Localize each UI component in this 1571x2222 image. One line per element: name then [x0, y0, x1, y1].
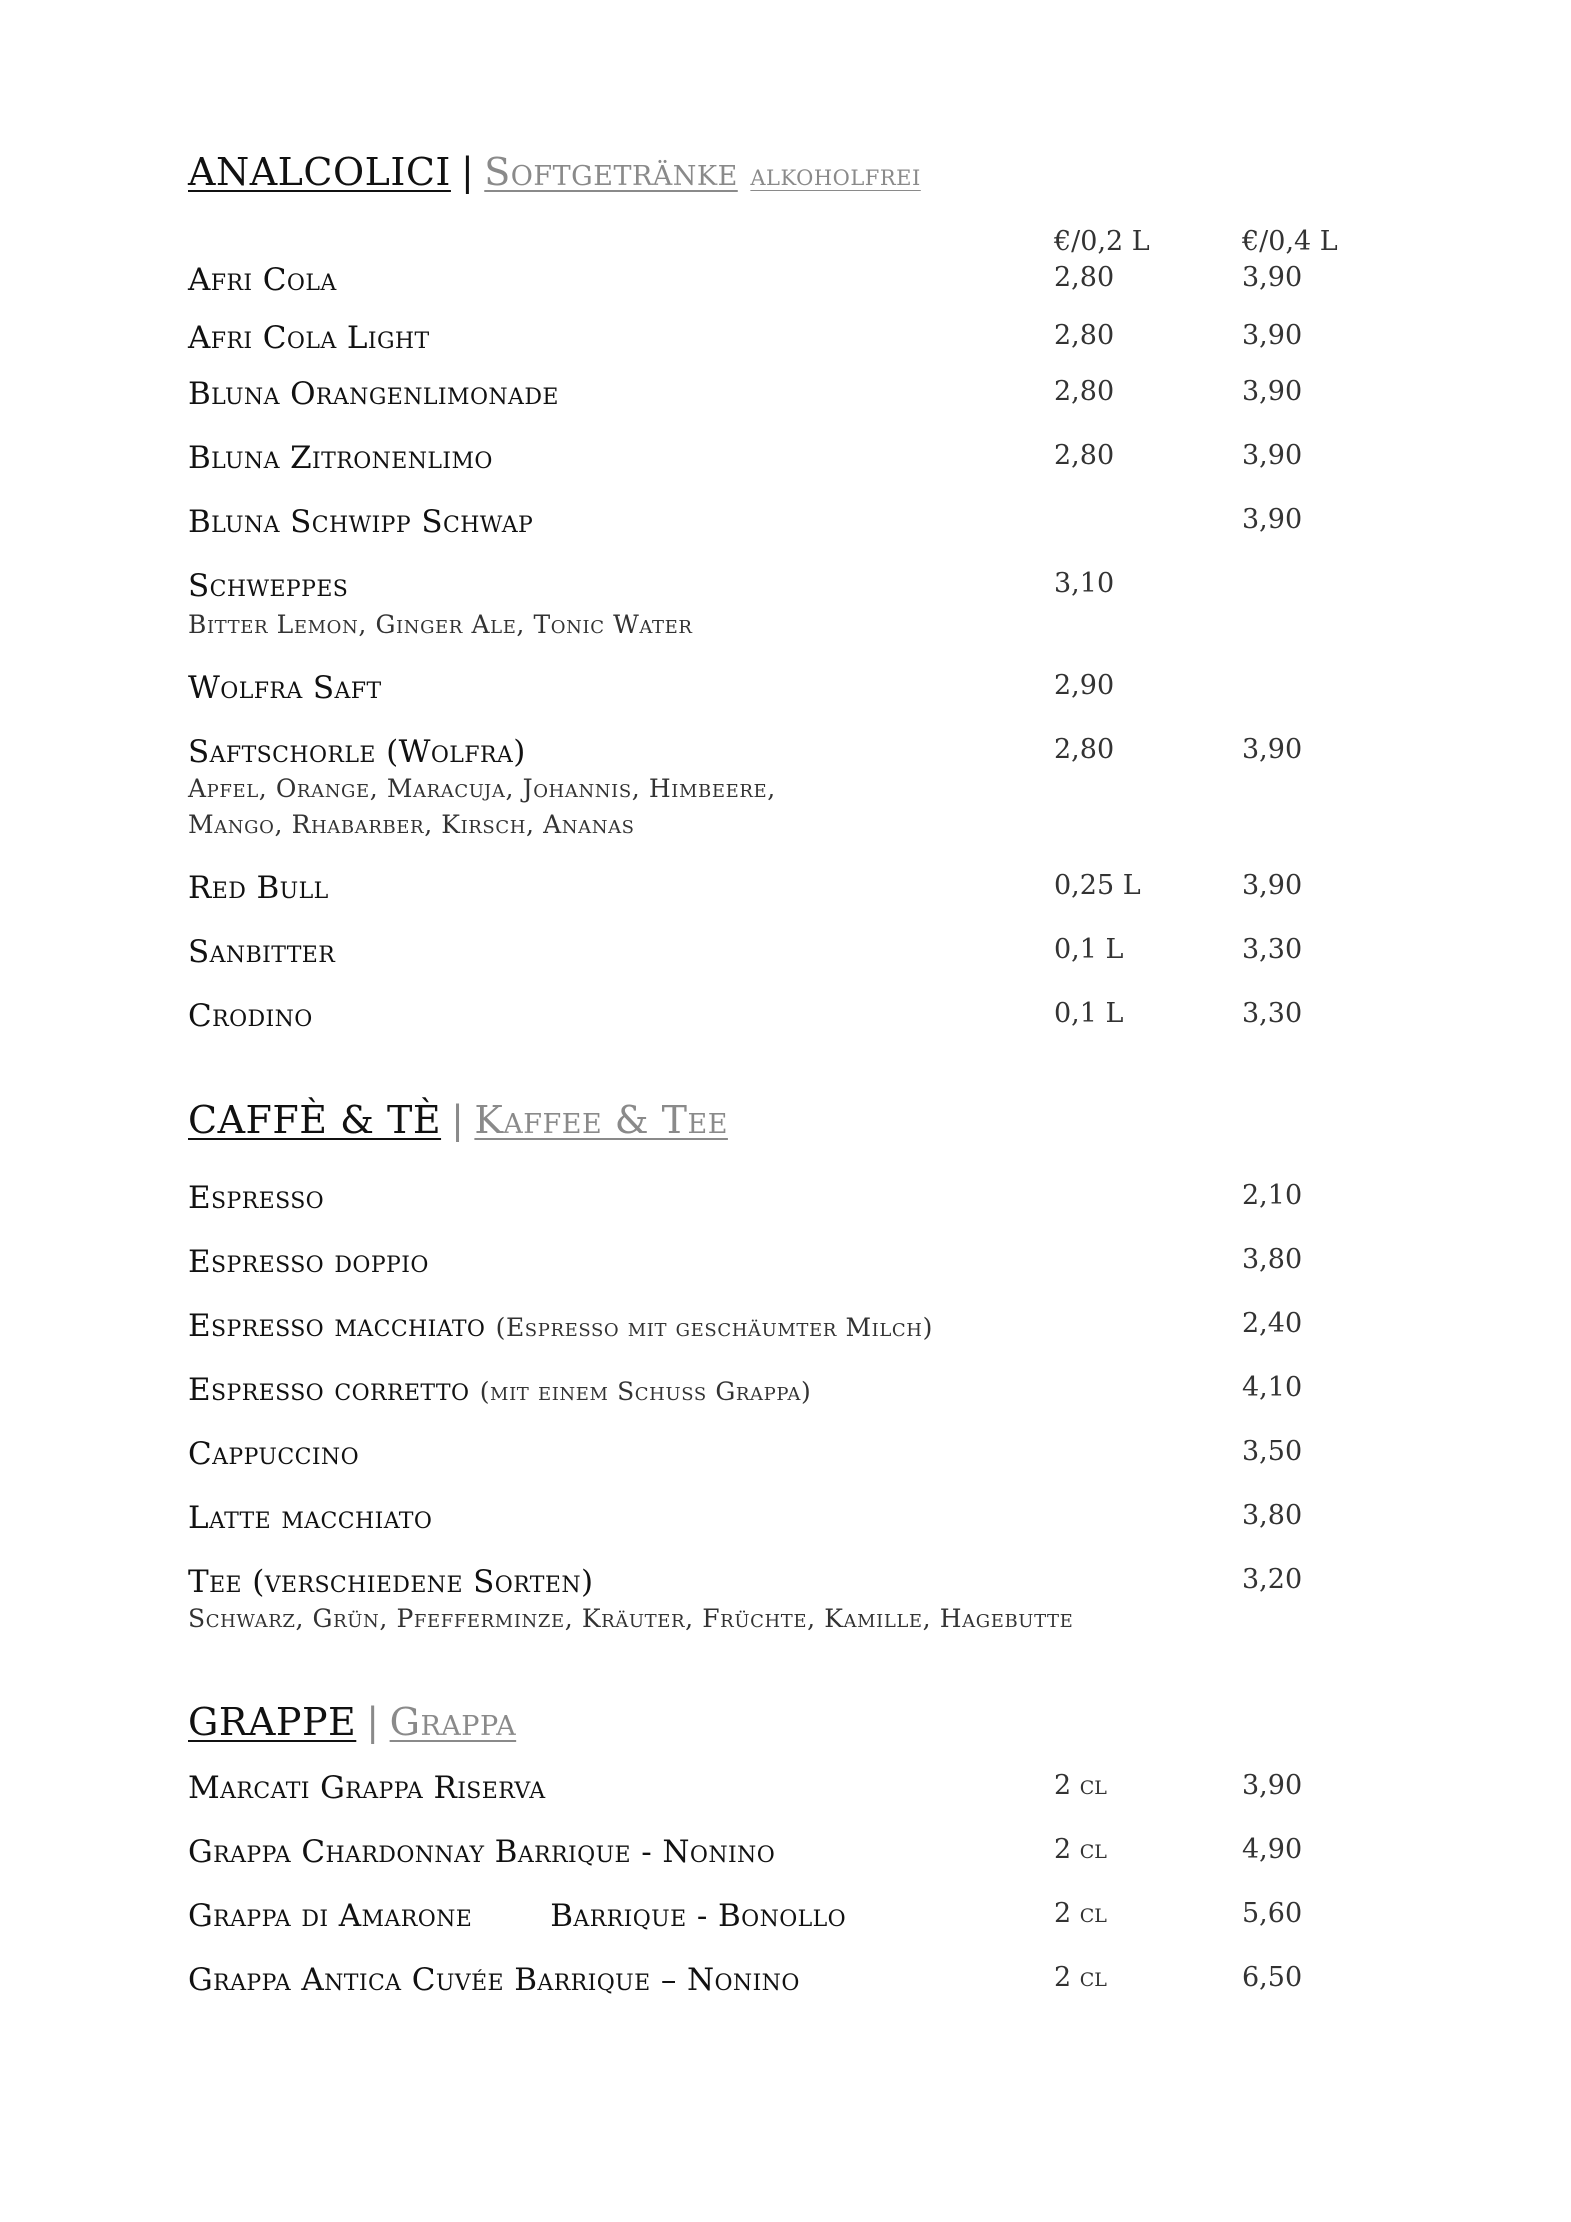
item-name: Grappa Antica Cuvée Barrique – Nonino [188, 1962, 800, 1998]
item-size: 2 cl [1054, 1962, 1107, 1993]
item-name: Crodino [188, 998, 313, 1034]
section-title-caffe [188, 1098, 728, 1142]
column-header-0-4l: €/0,4 L [1242, 226, 1338, 257]
menu-item [188, 1770, 1388, 1810]
menu-item [188, 1436, 1388, 1476]
section-separator: | [451, 1098, 465, 1142]
item-note: (Espresso mit geschäumter Milch) [495, 1313, 933, 1342]
section-title-it: CAFFÈ & TÈ [188, 1098, 442, 1142]
item-price-large: 3,90 [1242, 320, 1303, 351]
section-separator: | [366, 1700, 380, 1744]
item-size: 2 cl [1054, 1770, 1107, 1801]
item-price-large: 3,90 [1242, 262, 1303, 293]
menu-item [188, 870, 1388, 910]
item-name: Bluna Zitronenlimo [188, 440, 493, 476]
item-name-suffix: Barrique - Bonollo [550, 1898, 847, 1934]
item-name: Grappa Chardonnay Barrique - Nonino [188, 1834, 776, 1870]
menu-item [188, 670, 1388, 710]
item-name-text: Espresso corretto [188, 1372, 470, 1408]
section-subtitle: alkoholfrei [750, 158, 921, 193]
item-price-large: 3,90 [1242, 870, 1303, 901]
item-price: 3,50 [1242, 1436, 1303, 1467]
menu-item [188, 734, 1388, 774]
item-name: Marcati Grappa Riserva [188, 1770, 546, 1806]
menu-item [188, 1962, 1388, 2002]
item-price-small: 2,90 [1054, 670, 1115, 701]
item-name-text: Grappa di Amarone [188, 1898, 473, 1934]
item-price: 3,80 [1242, 1244, 1303, 1275]
item-size: 0,1 L [1054, 998, 1124, 1029]
item-name: Red Bull [188, 870, 329, 906]
item-name: Bluna Schwipp Schwap [188, 504, 534, 540]
item-name [188, 1898, 846, 1934]
menu-item [188, 320, 1388, 360]
column-header-0-2l: €/0,2 L [1054, 226, 1150, 257]
item-description: Mango, Rhabarber, Kirsch, Ananas [188, 810, 635, 839]
item-size: 2 cl [1054, 1834, 1107, 1865]
item-price-small: 2,80 [1054, 262, 1115, 293]
item-description: Apfel, Orange, Maracuja, Johannis, Himbeere, [188, 774, 776, 803]
menu-item [188, 1308, 1388, 1348]
menu-item [188, 1180, 1388, 1220]
item-price-large: 3,30 [1242, 998, 1303, 1029]
item-price: 3,90 [1242, 1770, 1303, 1801]
section-title-de: Kaffee & Tee [474, 1098, 728, 1142]
item-price-large: 3,90 [1242, 376, 1303, 407]
menu-item [188, 1500, 1388, 1540]
item-price-small: 2,80 [1054, 440, 1115, 471]
section-title-it: GRAPPE [188, 1700, 357, 1744]
menu-item [188, 1564, 1388, 1604]
item-price-small: 2,80 [1054, 376, 1115, 407]
menu-item [188, 376, 1388, 416]
item-name: Espresso [188, 1180, 325, 1216]
item-name: Sanbitter [188, 934, 336, 970]
item-price: 5,60 [1242, 1898, 1303, 1929]
item-price: 3,20 [1242, 1564, 1303, 1595]
item-description: Bitter Lemon, Ginger Ale, Tonic Water [188, 610, 693, 639]
item-price: 6,50 [1242, 1962, 1303, 1993]
column-header-row [188, 226, 1388, 266]
menu-item [188, 440, 1388, 480]
item-price: 2,40 [1242, 1308, 1303, 1339]
menu-item [188, 568, 1388, 608]
menu-item [188, 504, 1388, 544]
item-name: Bluna Orangenlimonade [188, 376, 559, 412]
item-price: 3,80 [1242, 1500, 1303, 1531]
item-size: 2 cl [1054, 1898, 1107, 1929]
menu-item [188, 1244, 1388, 1284]
item-name: Saftschorle (Wolfra) [188, 734, 526, 770]
item-size: 0,1 L [1054, 934, 1124, 965]
item-price-small: 2,80 [1054, 734, 1115, 765]
item-price-large: 3,30 [1242, 934, 1303, 965]
item-size: 0,25 L [1054, 870, 1141, 901]
item-name: Wolfra Saft [188, 670, 382, 706]
section-title-it: ANALCOLICI [188, 150, 451, 194]
item-name-text: Espresso macchiato [188, 1308, 486, 1344]
section-title-de: Softgetränke [484, 150, 738, 194]
item-name: Afri Cola Light [188, 320, 430, 356]
item-name: Espresso doppio [188, 1244, 429, 1280]
item-price: 4,10 [1242, 1372, 1303, 1403]
section-title-grappe [188, 1700, 516, 1744]
item-name: Cappuccino [188, 1436, 360, 1472]
item-price-large: 3,90 [1242, 504, 1303, 535]
item-price-large: 3,90 [1242, 440, 1303, 471]
item-price: 4,90 [1242, 1834, 1303, 1865]
item-description: Schwarz, Grün, Pfefferminze, Kräuter, Früchte, Kamille, Hagebutte [188, 1604, 1074, 1633]
menu-item [188, 1898, 1388, 1938]
section-title-analcolici [188, 150, 921, 194]
menu-item [188, 1834, 1388, 1874]
menu-item [188, 262, 1388, 302]
item-price-small: 2,80 [1054, 320, 1115, 351]
item-name: Afri Cola [188, 262, 337, 298]
item-name: Schweppes [188, 568, 349, 604]
section-title-de: Grappa [389, 1700, 517, 1744]
item-note: (mit einem Schuss Grappa) [479, 1377, 812, 1406]
item-price-large: 3,90 [1242, 734, 1303, 765]
item-name [188, 1372, 811, 1408]
menu-item [188, 998, 1388, 1038]
item-name [188, 1308, 933, 1344]
item-name: Latte macchiato [188, 1500, 433, 1536]
menu-page [188, 0, 1388, 2222]
section-separator: | [460, 150, 475, 194]
item-price-small: 3,10 [1054, 568, 1115, 599]
menu-item [188, 934, 1388, 974]
item-price: 2,10 [1242, 1180, 1303, 1211]
item-name: Tee (verschiedene Sorten) [188, 1564, 594, 1600]
menu-item [188, 1372, 1388, 1412]
